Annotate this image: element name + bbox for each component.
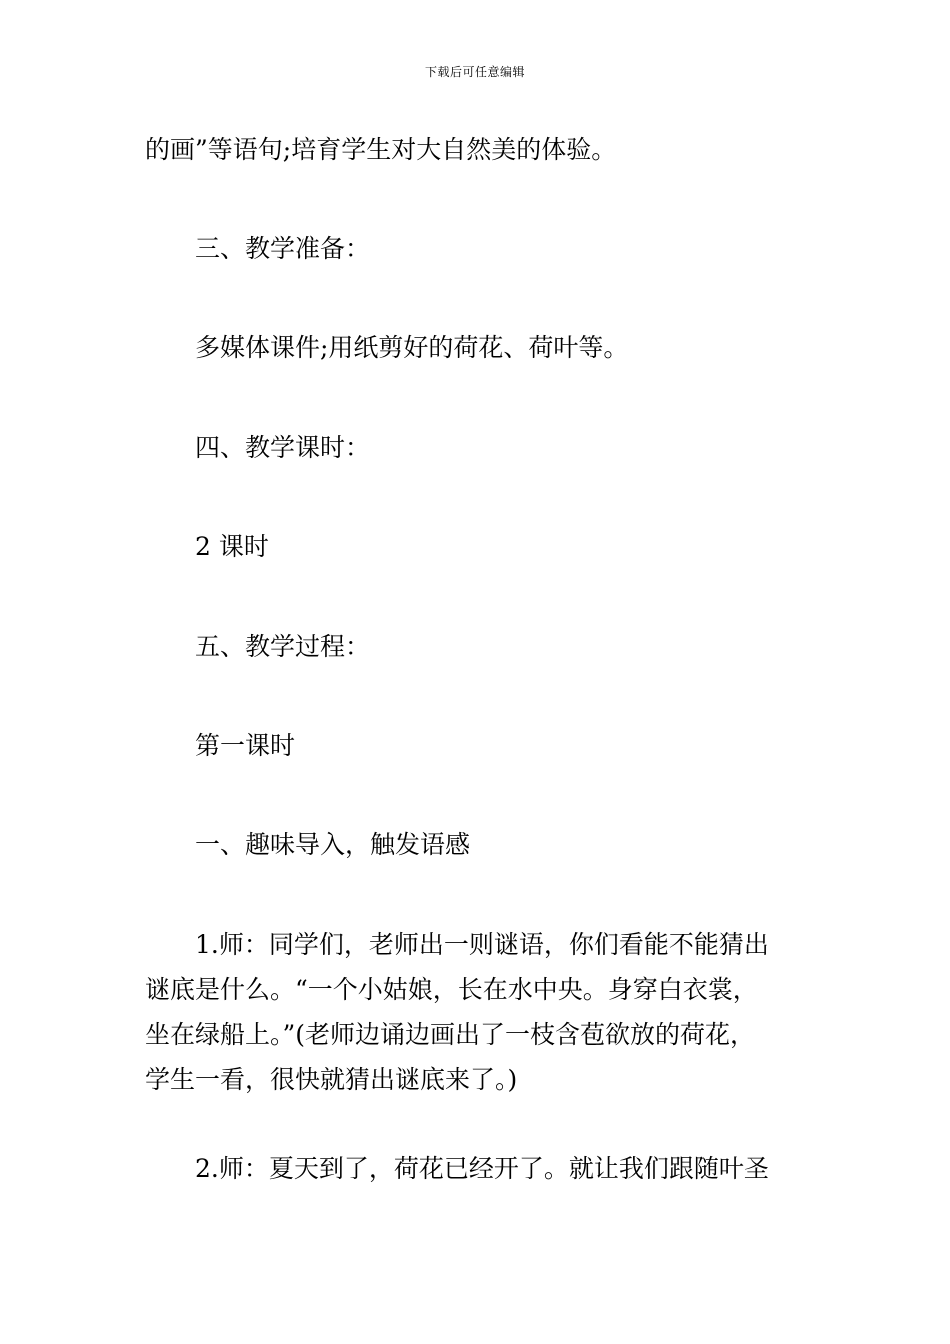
- heading-teaching-preparation: 三、教学准备：: [195, 234, 371, 263]
- list-item-1-line: 坐在绿船上。”(老师边诵边画出了一枝含苞欲放的荷花，: [145, 1020, 756, 1049]
- list-item-1: [145, 922, 815, 1102]
- paragraph-periods-count: 2 课时: [195, 532, 269, 561]
- paragraph-materials: 多媒体课件;用纸剪好的荷花、荷叶等。: [195, 333, 629, 362]
- list-item-1-line: 谜底是什么。“一个小姑娘，长在水中央。身穿白衣裳，: [145, 975, 758, 1004]
- list-item-1-line: 1.师：同学们，老师出一则谜语，你们看能不能猜出: [195, 930, 769, 959]
- heading-first-period: 第一课时: [195, 731, 296, 760]
- paragraph-continuation: 的画”等语句;培育学生对大自然美的体验。: [145, 135, 617, 164]
- list-item-2-line: 2.师：夏天到了，荷花已经开了。就让我们跟随叶圣: [195, 1154, 769, 1183]
- heading-teaching-periods: 四、教学课时：: [195, 433, 371, 462]
- list-item-2: [145, 1146, 815, 1191]
- page-header: 下载后可任意编辑: [424, 65, 525, 79]
- heading-section-one: 一、趣味导入，触发语感: [195, 830, 471, 859]
- list-item-1-line: 学生一看，很快就猜出谜底来了。): [145, 1065, 518, 1094]
- heading-teaching-process: 五、教学过程：: [195, 632, 371, 661]
